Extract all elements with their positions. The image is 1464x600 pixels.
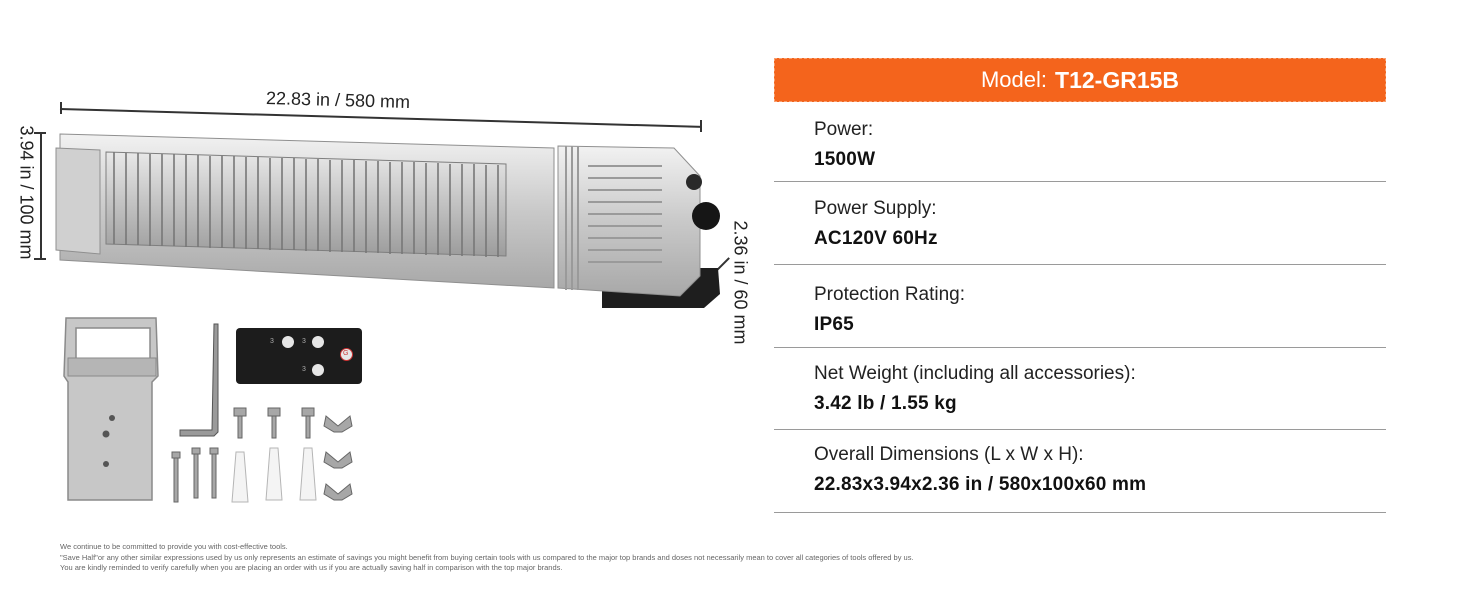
screw-icon — [172, 452, 180, 458]
bolt-icon — [268, 408, 280, 416]
screw-icon — [192, 448, 200, 454]
heater-power-knob — [692, 202, 720, 230]
remote-button — [312, 364, 324, 376]
spec-label: Net Weight (including all accessories): — [814, 363, 1136, 384]
spec-row-power — [774, 102, 1386, 182]
disclaimer — [60, 542, 1160, 574]
spec-value: 22.83x3.94x2.36 in / 580x100x60 mm — [814, 474, 1147, 495]
bolt-icon — [302, 408, 314, 416]
spec-value: AC120V 60Hz — [814, 228, 938, 249]
remote-button-label: 3 — [270, 338, 274, 345]
remote-button-label: G — [343, 350, 349, 357]
spec-value: IP65 — [814, 314, 854, 335]
spec-value: 1500W — [814, 149, 876, 170]
spec-table — [774, 58, 1386, 513]
model-header — [774, 58, 1386, 102]
mounting-hardware — [166, 404, 370, 508]
bolt-icon — [234, 408, 246, 416]
spec-row-net-weight — [774, 348, 1386, 430]
spec-label: Power Supply: — [814, 198, 937, 219]
length-tick-left — [60, 102, 62, 114]
remote-button-label: 3 — [302, 366, 306, 373]
model-label: Model: — [980, 67, 1048, 92]
model-value: T12-GR15B — [1055, 66, 1180, 93]
wing-nut-icon — [324, 416, 352, 432]
disclaimer-line: We continue to be committed to provide you with cost-effective tools. — [60, 542, 288, 551]
length-dimension-label: 22.83 in / 580 mm — [265, 87, 411, 113]
remote-control — [236, 328, 362, 384]
remote-button — [312, 336, 324, 348]
depth-dimension-label: 2.36 in / 60 mm — [730, 220, 751, 345]
heater-body — [54, 126, 730, 316]
spec-row-protection-rating — [774, 265, 1386, 348]
disclaimer-line: "Save Half"or any other similar expressions used by us only represents an estimate of savings you might benefit from buying certain tools with us compared to the major top brands and doses not necessarily mean to cover all categories of tools offered by us. — [60, 552, 914, 562]
screw-icon — [210, 448, 218, 454]
disclaimer-line: You are kindly reminded to verify carefully when you are placing an order with us if you are actually saving half in comparison with the top major brands. — [60, 563, 563, 572]
wall-anchor-icon — [266, 448, 282, 500]
wall-bracket — [60, 314, 164, 504]
spec-label: Power: — [814, 119, 874, 140]
wall-anchor-icon — [300, 448, 316, 500]
wing-nut-icon — [324, 452, 352, 468]
remote-button-label: 3 — [302, 338, 306, 345]
height-dimension-line — [40, 132, 42, 258]
remote-button — [282, 336, 294, 348]
height-dimension-label: 3.94 in / 100 mm — [16, 125, 37, 260]
spec-label: Overall Dimensions (L x W x H): — [814, 444, 1084, 465]
wall-anchor-icon — [232, 452, 248, 502]
spec-value: 3.42 lb / 1.55 kg — [814, 393, 957, 414]
spec-label: Protection Rating: — [814, 284, 966, 305]
spec-row-overall-dimensions — [774, 430, 1386, 513]
wing-nut-icon — [324, 484, 352, 500]
spec-row-power-supply — [774, 182, 1386, 265]
heater-indicator-light — [686, 174, 702, 190]
